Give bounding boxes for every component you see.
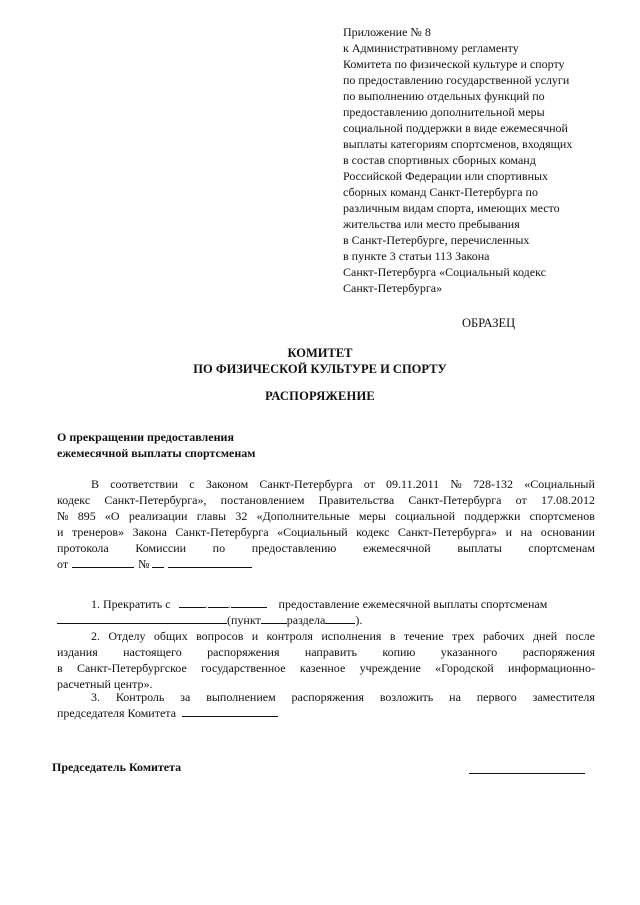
justified-line — [57, 540, 595, 556]
annex-line: социальной поддержки в виде ежемесячной — [343, 121, 568, 135]
word: и — [57, 525, 64, 539]
word: за — [180, 690, 191, 704]
word: 3. — [91, 690, 100, 704]
word: Санкт-Петербурга» — [397, 525, 498, 539]
word: учреждение — [359, 661, 421, 675]
word: Комиссии — [135, 541, 187, 555]
day-blank — [179, 596, 205, 608]
annex-line: сборных команд Санкт-Петербурга по — [343, 185, 538, 199]
item-1 — [57, 596, 595, 628]
item-3-text: председателя Комитета — [57, 706, 177, 720]
word: государственное — [201, 661, 286, 675]
word: информационно- — [508, 661, 595, 675]
word: трех — [452, 629, 475, 643]
word: меры — [358, 509, 386, 523]
word: на — [449, 690, 461, 704]
annex-block — [343, 24, 605, 296]
word: «Социальный — [524, 477, 595, 491]
word: главы — [196, 509, 227, 523]
word: Отделу — [108, 629, 146, 643]
word: основании — [540, 525, 595, 539]
word: 728-132 — [473, 477, 514, 491]
word: Законом — [205, 477, 249, 491]
annex-line: выплаты категориям спортсменов, входящих — [343, 137, 573, 151]
word: В — [91, 477, 100, 491]
word: заместителя — [532, 690, 595, 704]
word: Закона — [132, 525, 167, 539]
word: протокола — [57, 541, 109, 555]
word: настоящего — [123, 645, 182, 659]
word: «О — [104, 509, 120, 523]
item-1-line2 — [57, 612, 595, 628]
word: тренеров» — [71, 525, 125, 539]
item-2-last-line: расчетный центр». — [57, 677, 153, 691]
month-blank — [208, 596, 228, 608]
word: вопросов — [196, 629, 244, 643]
annex-line: к Административному регламенту — [343, 41, 519, 55]
justified-line — [57, 660, 595, 676]
justified-line — [57, 524, 595, 540]
annex-line: в пункте 3 статьи 113 Закона — [343, 249, 490, 263]
word: от — [515, 493, 527, 507]
annex-line: Приложение № 8 — [343, 25, 431, 39]
subject-heading — [57, 429, 255, 461]
word: 895 — [77, 509, 96, 523]
annex-line: различным видам спорта, имеющих место — [343, 201, 560, 215]
word: № — [450, 477, 462, 491]
word: 17.08.2012 — [540, 493, 595, 507]
protocol-number-blank-short — [152, 556, 164, 568]
word: указанного — [440, 645, 498, 659]
word: общих — [153, 629, 188, 643]
word: направить — [304, 645, 357, 659]
chairman-label: Председатель Комитета — [52, 760, 182, 774]
annex-line: жительства или место пребывания — [343, 217, 520, 231]
word: первого — [476, 690, 517, 704]
document-type-title: РАСПОРЯЖЕНИЕ — [265, 389, 375, 403]
word: постановлением — [220, 493, 305, 507]
justified-line — [57, 628, 595, 644]
sample-label: ОБРАЗЕЦ — [462, 316, 516, 330]
point-blank — [261, 612, 287, 624]
word: течение — [403, 629, 444, 643]
word: распоряжения — [207, 645, 280, 659]
word: спортсменов — [529, 509, 595, 523]
annex-line: в Санкт-Петербурге, перечисленных — [343, 233, 530, 247]
item-3 — [57, 689, 595, 721]
word: после — [565, 629, 595, 643]
word: поддержки — [464, 509, 521, 523]
word: распоряжения — [522, 645, 595, 659]
word: «Социальный — [277, 525, 348, 539]
athlete-name-blank — [57, 612, 227, 624]
year-blank — [231, 596, 267, 608]
subject-line1: О прекращении предоставления — [57, 430, 234, 444]
word: спортсменам — [528, 541, 595, 555]
item-1-start: 1. Прекратить с — [91, 597, 171, 611]
word: от — [363, 477, 375, 491]
word: предоставлению — [251, 541, 337, 555]
protocol-number-blank — [168, 556, 252, 568]
point-label: (пункт — [227, 613, 261, 627]
word: Правительства — [318, 493, 395, 507]
annex-line: Санкт-Петербурга» — [343, 281, 443, 295]
word: Санкт-Петербургское — [76, 661, 187, 675]
word: копию — [382, 645, 416, 659]
org-name-line2: ПО ФИЗИЧЕСКОЙ КУЛЬТУРЕ И СПОРТУ — [193, 362, 447, 376]
signature-line — [469, 773, 585, 774]
protocol-date-line — [57, 556, 595, 572]
justified-line — [57, 476, 595, 492]
preamble-paragraph — [57, 476, 595, 572]
item-1-end: ). — [355, 613, 363, 627]
item-2 — [57, 628, 595, 692]
annex-line: предоставлению дополнительной меры — [343, 105, 545, 119]
word: исполнения — [321, 629, 382, 643]
justified-line — [57, 689, 595, 705]
word: № — [57, 509, 69, 523]
word: контроля — [266, 629, 313, 643]
word: в — [389, 629, 396, 643]
justified-line — [57, 508, 595, 524]
word: рабочих — [482, 629, 525, 643]
word: казенное — [299, 661, 346, 675]
justified-line — [57, 644, 595, 660]
word: 32 — [235, 509, 248, 523]
word: Санкт-Петербурга — [175, 525, 269, 539]
word: соответствии — [110, 477, 179, 491]
word: Санкт-Петербурга — [408, 493, 502, 507]
word: кодекс — [57, 493, 91, 507]
item-1-text: предоставление ежемесячной выплаты спортсменам — [278, 597, 548, 611]
word: ежемесячной — [362, 541, 431, 555]
word: дней — [532, 629, 558, 643]
word: реализации — [128, 509, 188, 523]
word: Санкт-Петербурга», — [104, 493, 207, 507]
protocol-date-blank — [72, 556, 134, 568]
org-name-line1: КОМИТЕТ — [287, 346, 353, 360]
word: возложить — [379, 690, 434, 704]
word: на — [520, 525, 533, 539]
deputy-name-blank — [182, 705, 278, 717]
annex-line: Санкт-Петербурга «Социальный кодекс — [343, 265, 546, 279]
subject-line2: ежемесячной выплаты спортсменам — [57, 446, 256, 460]
word: 09.11.2011 — [386, 477, 440, 491]
word: в — [57, 661, 63, 675]
item-1-line1: 1. Прекратить с . . предоставление ежемесячной выплаты спортсменам — [91, 597, 548, 611]
from-label: от — [57, 557, 69, 571]
word: 2. — [91, 629, 100, 643]
section-label: раздела — [286, 613, 326, 627]
annex-line: в состав спортивных сборных команд — [343, 153, 536, 167]
word: Контроль — [115, 690, 165, 704]
word: и — [251, 629, 259, 643]
word: выполнением — [206, 690, 276, 704]
word: распоряжения — [291, 690, 364, 704]
number-label: № — [138, 557, 150, 571]
word: «Городской — [435, 661, 494, 675]
word: Санкт-Петербурга — [259, 477, 353, 491]
word: по — [212, 541, 226, 555]
annex-line: по предоставлению государственной услуги — [343, 73, 570, 87]
section-blank — [325, 612, 355, 624]
word: издания — [57, 645, 98, 659]
word: социальной — [395, 509, 456, 523]
word: «Дополнительные — [256, 509, 350, 523]
word: с — [189, 477, 195, 491]
annex-line: Российской Федерации или спортивных — [343, 169, 549, 183]
word: и — [505, 525, 512, 539]
justified-line — [57, 492, 595, 508]
word: кодекс — [356, 525, 390, 539]
annex-line: по выполнению отдельных функций по — [343, 89, 545, 103]
word: выплаты — [457, 541, 502, 555]
item-3-line2 — [57, 705, 595, 721]
annex-line: Комитета по физической культуре и спорту — [343, 57, 565, 71]
